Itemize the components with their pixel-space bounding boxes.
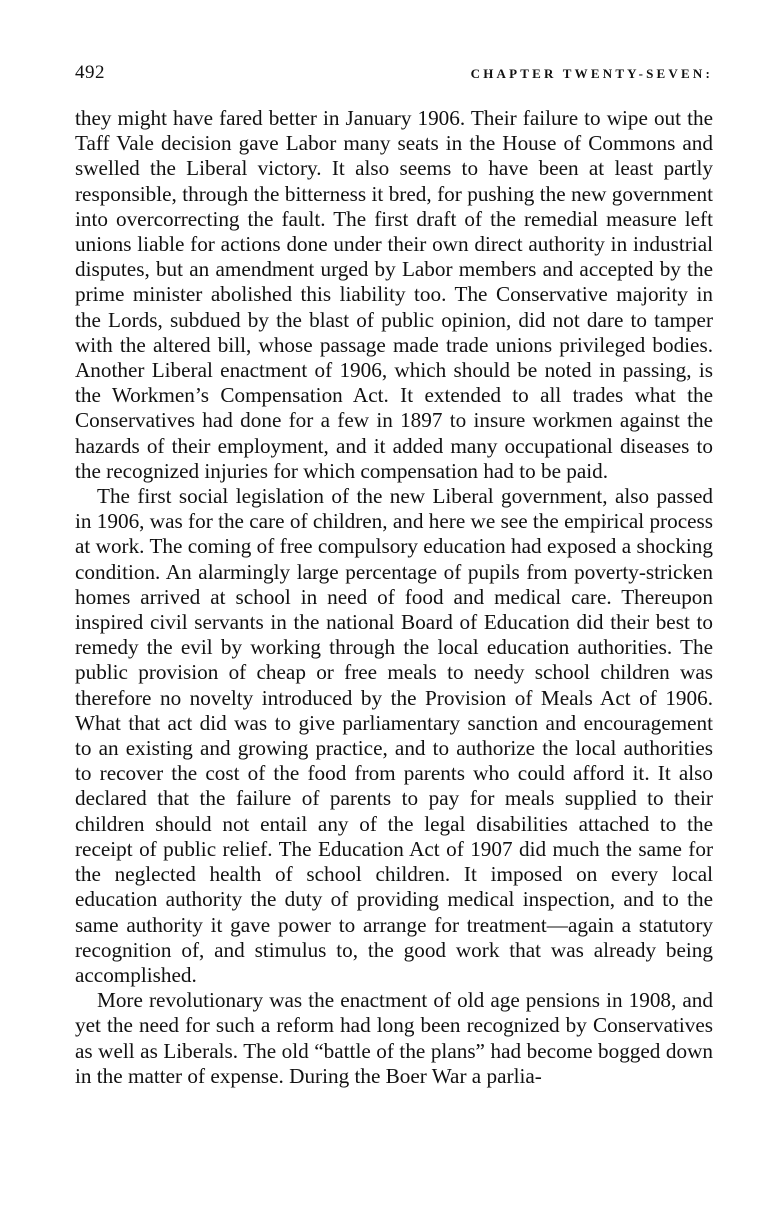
paragraph-old-age-pensions: More revolutionary was the enactment of old age pensions in 1908, and yet the need for such a reform had long been recognized by Conservatives as well as Liberals. The old “battle of the plans” had become bogged down in the matter of expense. During the Boer War a parlia-: [75, 988, 713, 1088]
paragraph-taff-vale: they might have fared better in January 1906. Their failure to wipe out the Taff Vale decision gave Labor many seats in the House of Commons and swelled the Liberal victory. It also seems to have been at least partly responsible, through the bitterness it bred, for pushing the new government into overcorrecting the fault. The first draft of the remedial measure left unions liable for actions done under their own direct authority in industrial disputes, but an amendment urged by Labor members and accepted by the prime minister abolished this liability too. The Conservative majority in the Lords, subdued by the blast of public opinion, did not dare to tamper with the altered bill, whose passage made trade unions privileged bodies. Another Liberal enactment of 1906, which should be noted in passing, is the Workmen’s Compensation Act. It extended to all trades what the Conservatives had done for a few in 1897 to insure workmen against the hazards of their employment, and it added many occupational diseases to the recognized injuries for which compensation had to be paid.: [75, 106, 713, 483]
chapter-heading: CHAPTER TWENTY-SEVEN:: [470, 66, 713, 81]
running-head: [75, 62, 713, 96]
book-page: [75, 62, 713, 1089]
page-number: 492: [75, 62, 105, 83]
paragraph-children-legislation: The first social legislation of the new Liberal government, also passed in 1906, was for the care of children, and here we see the empirical process at work. The coming of free compulsory education had exposed a shocking condition. An alarmingly large percentage of pupils from poverty-stricken homes arrived at school in need of food and medical care. Thereupon inspired civil servants in the national Board of Education did their best to remedy the evil by working through the local education authorities. The public provision of cheap or free meals to needy school children was therefore no novelty introduced by the Provision of Meals Act of 1906. What that act did was to give parliamentary sanction and encouragement to an existing and growing practice, and to authorize the local authorities to recover the cost of the food from parents who could afford it. It also declared that the failure of parents to pay for meals supplied to their children should not entail any of the legal disabilities attached to the receipt of public relief. The Education Act of 1907 did much the same for the neglected health of school children. It imposed on every local education authority the duty of providing medical inspection, and to the same authority it gave power to arrange for treatment—again a statutory recognition of, and stimulus to, the good work that was already being accomplished.: [75, 484, 713, 987]
